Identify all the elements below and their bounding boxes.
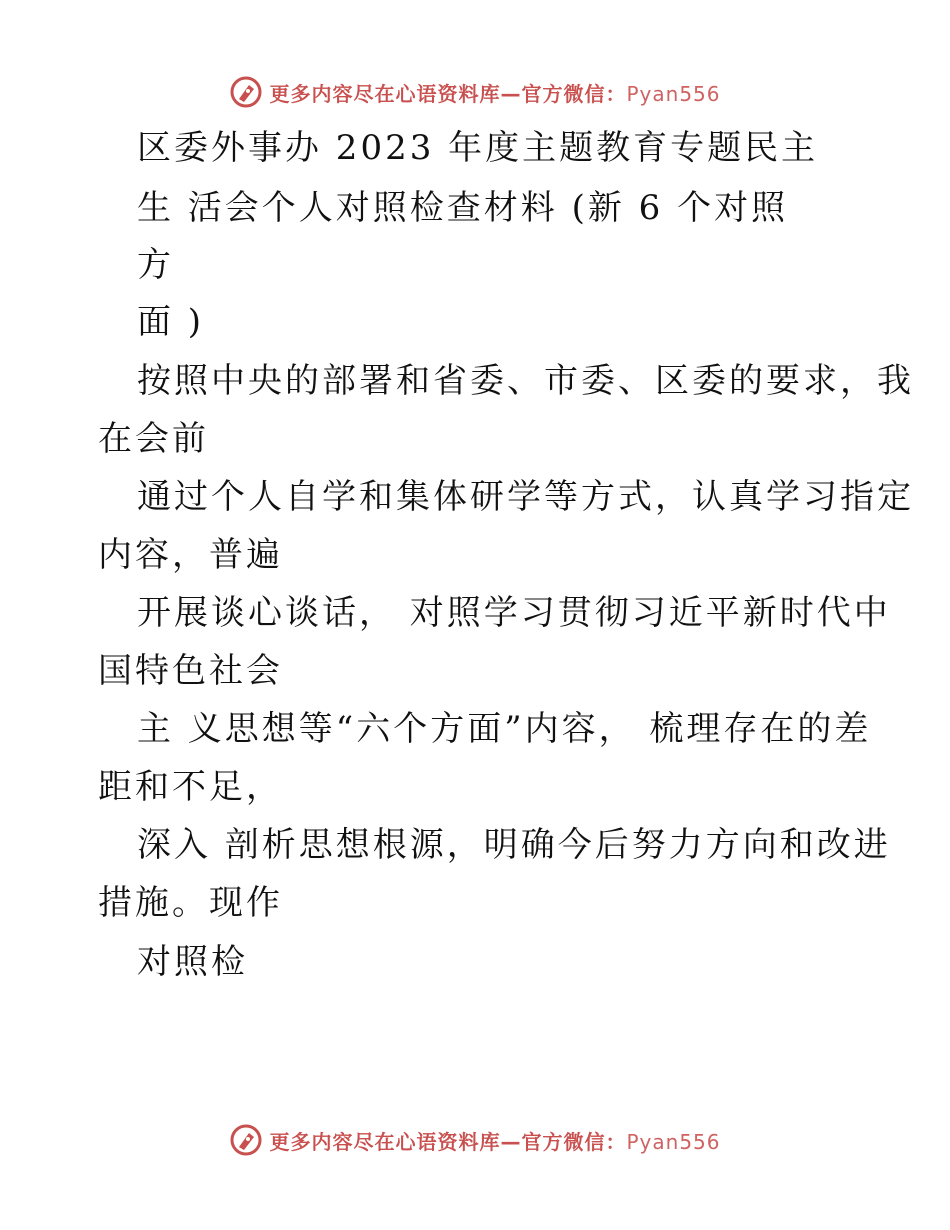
title-line-4: 面 )	[137, 302, 205, 342]
banner-wechat-id: Pyan556	[626, 1129, 721, 1154]
body-line-1: 按照中央的部署和省委、市委、区委的要求，我	[137, 361, 914, 401]
banner-slogan: 更多内容尽在心语资料库—官方微信：	[269, 81, 627, 106]
pen-nib-logo-icon	[229, 75, 263, 109]
banner-text	[269, 1126, 720, 1155]
body-line-4: 内容，普遍	[98, 535, 283, 575]
body-line-5: 开展谈心谈话， 对照学习贯彻习近平新时代中	[137, 593, 891, 633]
body-line-10: 措施。现作	[98, 883, 283, 923]
header-banner	[0, 72, 950, 112]
body-line-11: 对照检	[137, 942, 248, 982]
title-line-2: 生 活会个人对照检查材料 (新 6 个对照	[137, 188, 789, 228]
title-line-1: 区委外事办 2023 年度主题教育专题民主	[137, 128, 819, 168]
banner-slogan: 更多内容尽在心语资料库—官方微信：	[269, 1129, 627, 1154]
title-line-3: 方	[137, 245, 174, 285]
body-line-7: 主 义思想等“六个方面”内容， 梳理存在的差	[137, 709, 872, 749]
banner-text	[269, 78, 720, 107]
pen-nib-logo-icon	[229, 1123, 263, 1157]
footer-banner	[0, 1120, 950, 1160]
banner-wechat-id: Pyan556	[626, 81, 721, 106]
body-line-9: 深入 剖析思想根源，明确今后努力方向和改进	[137, 825, 891, 865]
body-line-2: 在会前	[98, 419, 209, 459]
body-line-6: 国特色社会	[98, 651, 283, 691]
body-line-3: 通过个人自学和集体研学等方式，认真学习指定	[137, 477, 914, 517]
body-line-8: 距和不足，	[98, 767, 283, 807]
